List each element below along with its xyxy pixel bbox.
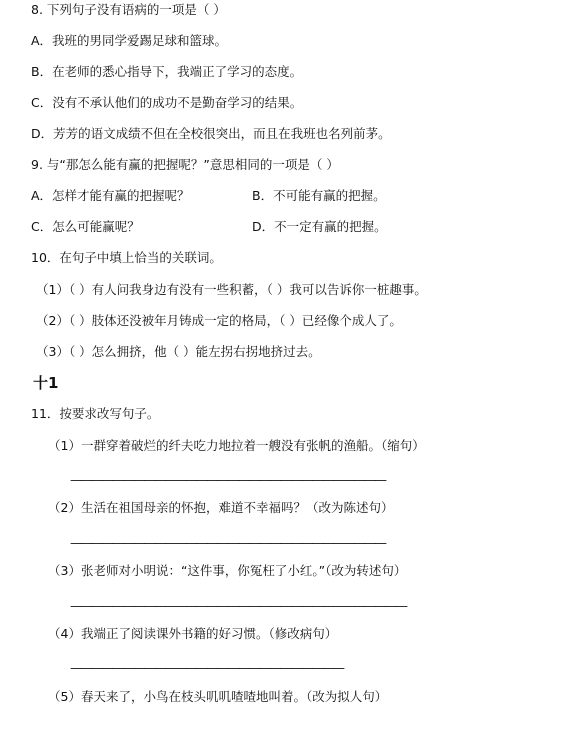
q11-answer-line-1: —————————————————————————————— — [70, 472, 385, 487]
q9-stem: 9. 与“那怎么能有赢的把握呢？”意思相同的一项是（ ） — [31, 157, 339, 172]
section-heading: 十1 — [33, 374, 59, 392]
q10-stem: 10．在句子中填上恰当的关联词。 — [31, 250, 222, 265]
q8-option-b: B．在老师的悉心指导下，我端正了学习的态度。 — [31, 64, 303, 79]
q11-item-5: （5）春天来了，小鸟在枝头叽叽喳喳地叫着。（改为拟人句） — [48, 689, 388, 704]
q11-answer-line-2: —————————————————————————————— — [70, 535, 385, 550]
q8-option-a: A．我班的男同学爱踢足球和篮球。 — [31, 33, 228, 48]
q11-answer-line-4: —————————————————————————— — [70, 660, 343, 675]
q10-item-1: （1）（ ）有人问我身边有没有一些积蓄，（ ）我可以告诉你一桩趣事。 — [36, 282, 427, 297]
q11-item-3: （3）张老师对小明说：“这件事，你冤枉了小红。”（改为转述句） — [48, 563, 407, 578]
q11-answer-line-3: ———————————————————————————————— — [70, 598, 406, 613]
q9-option-c: C．怎么可能赢呢？ — [31, 219, 140, 234]
q10-item-2: （2）（ ）肢体还没被年月铸成一定的格局，（ ）已经像个成人了。 — [36, 313, 402, 328]
q11-item-2: （2）生活在祖国母亲的怀抱，难道不幸福吗？（改为陈述句） — [48, 500, 394, 515]
q11-item-4: （4）我端正了阅读课外书籍的好习惯。（修改病句） — [48, 626, 338, 641]
q8-option-c: C．没有不承认他们的成功不是勤奋学习的结果。 — [31, 95, 303, 110]
q8-stem: 8. 下列句子没有语病的一项是（ ） — [31, 2, 226, 17]
q9-option-b: B．不可能有赢的把握。 — [252, 188, 386, 203]
q8-option-d: D．芳芳的语文成绩不但在全校很突出，而且在我班也名列前茅。 — [31, 126, 391, 141]
q10-item-3: （3）（ ）怎么拥挤，他（ ）能左拐右拐地挤过去。 — [36, 344, 321, 359]
q11-stem: 11．按要求改写句子。 — [31, 406, 160, 421]
q9-option-a: A．怎样才能有赢的把握呢？ — [31, 188, 190, 203]
q11-item-1: （1）一群穿着破烂的纤夫吃力地拉着一艘没有张帆的渔船。（缩句） — [48, 438, 425, 453]
q9-option-d: D．不一定有赢的把握。 — [252, 219, 387, 234]
